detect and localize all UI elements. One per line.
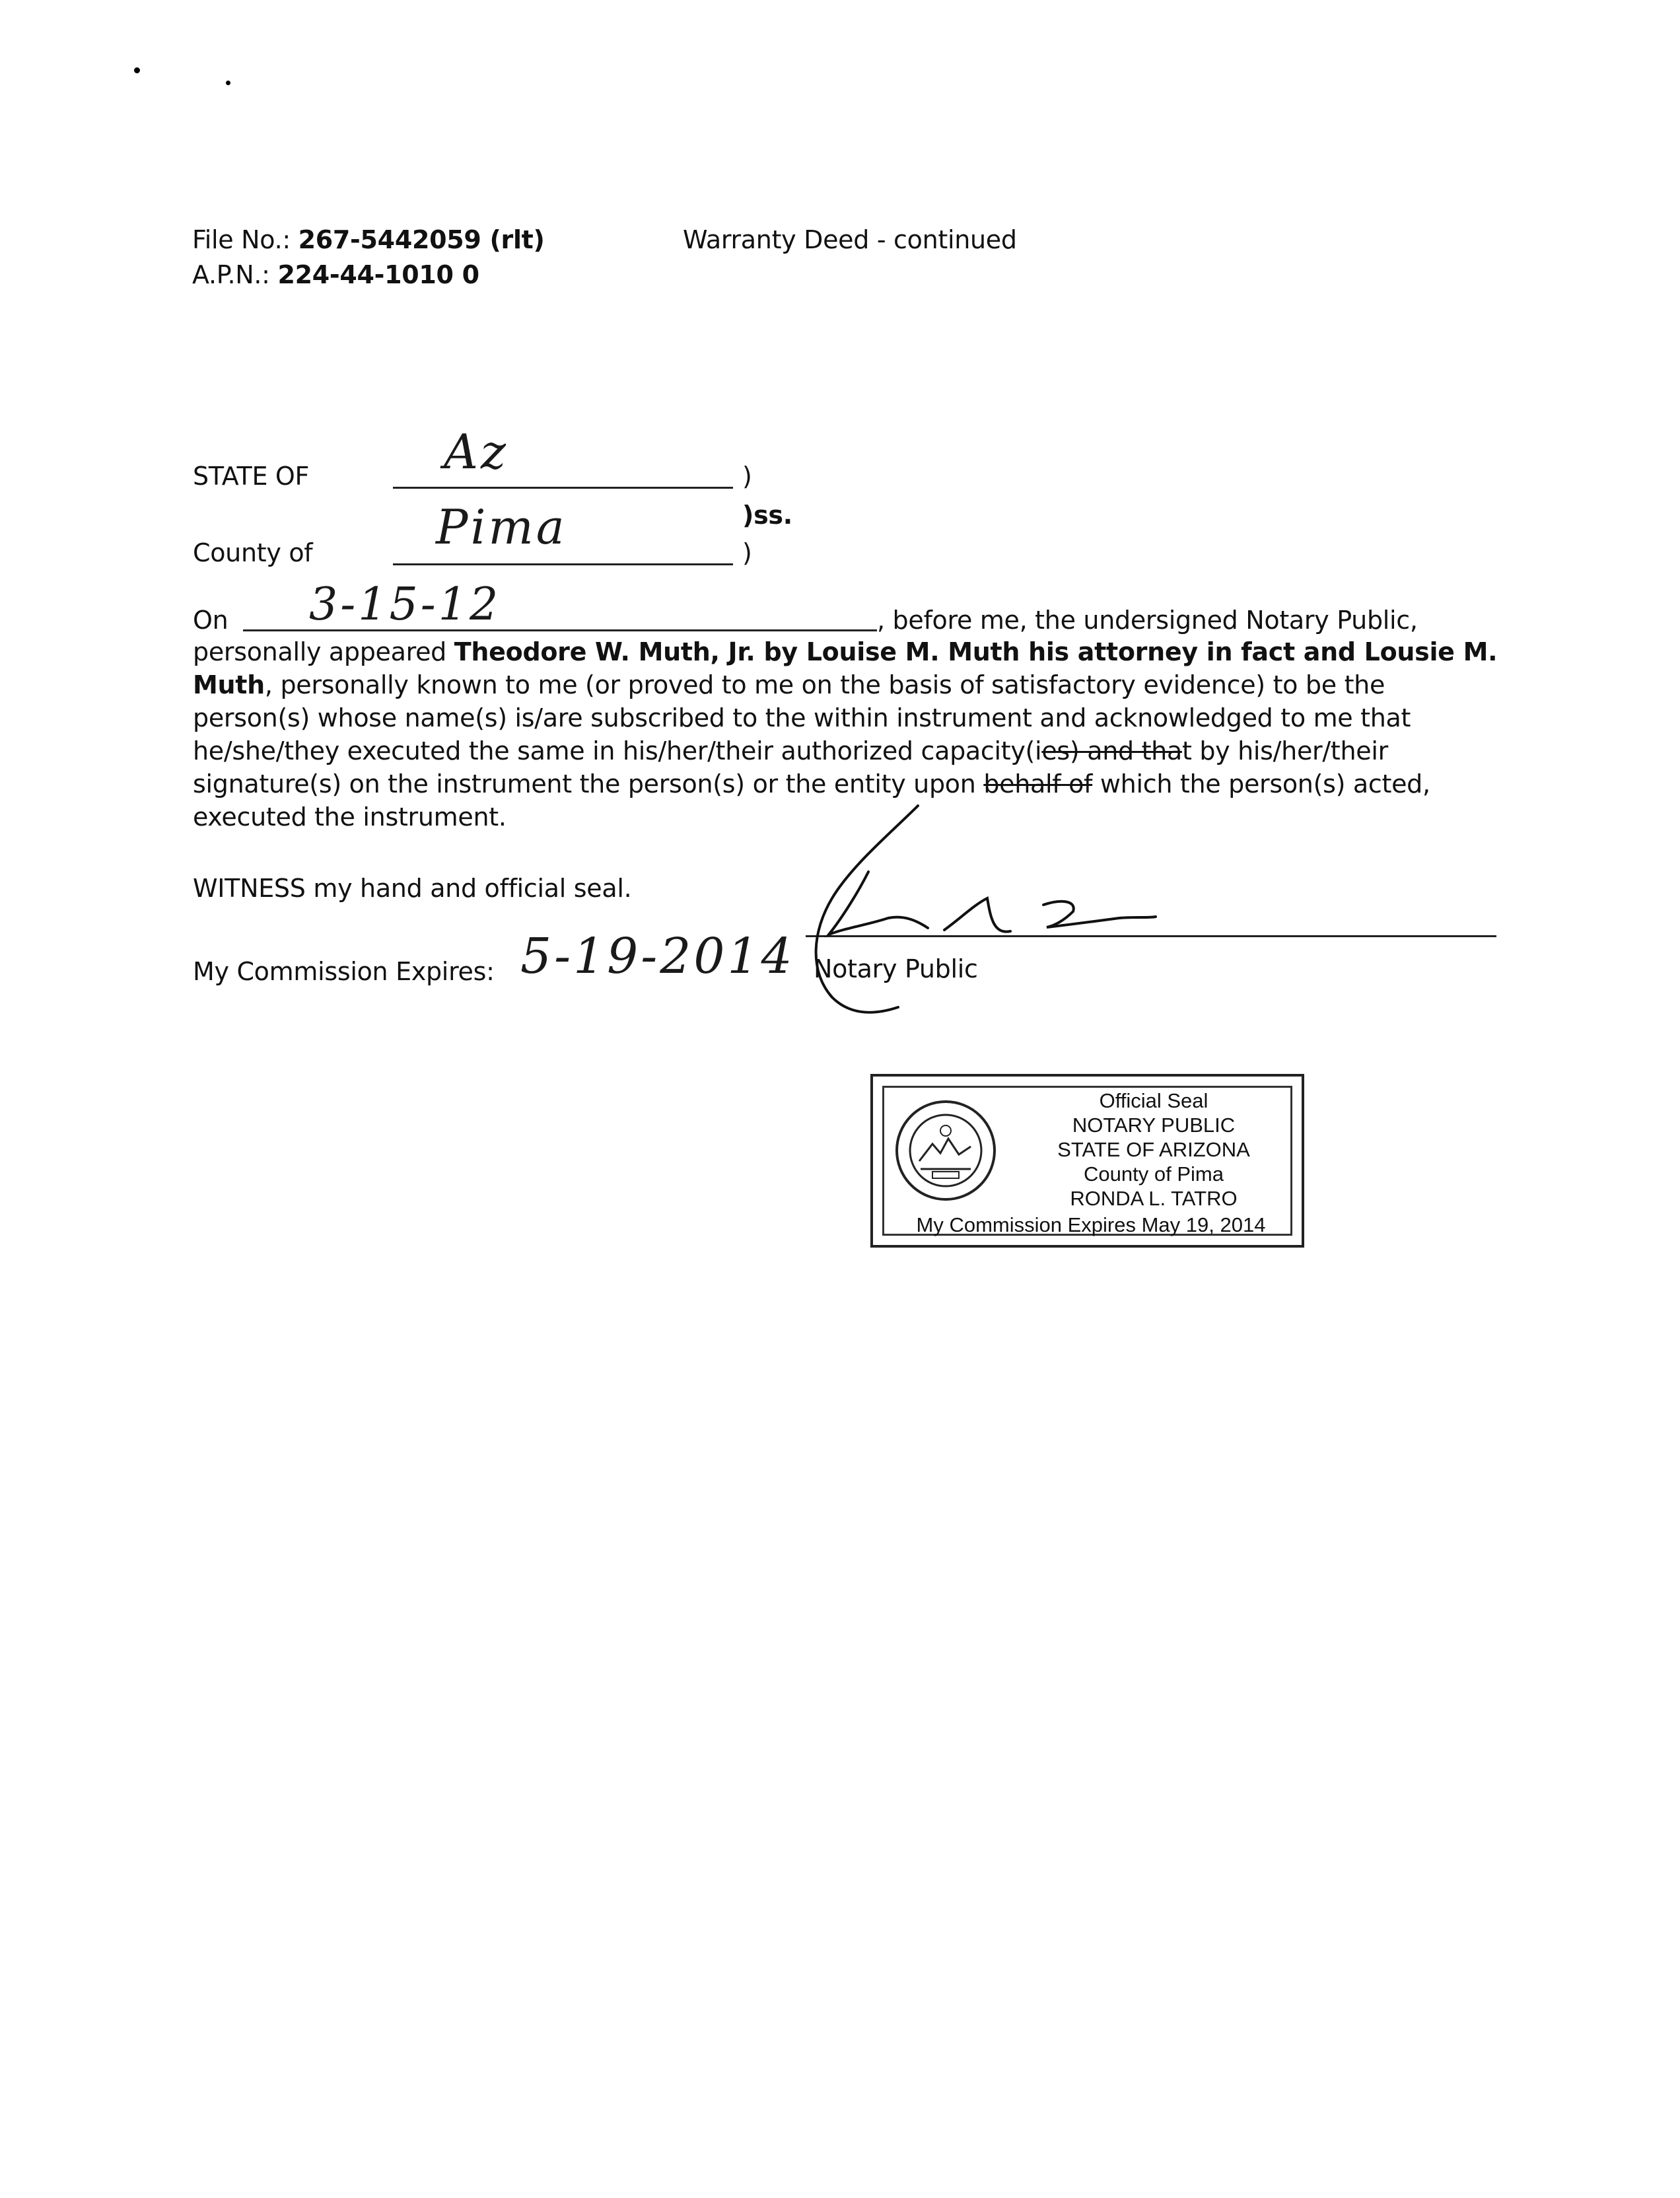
document-title: Warranty Deed - continued <box>683 225 1017 254</box>
acknowledgment-line-2: personally appeared Theodore W. Muth, Jr. by Louise M. Muth his attorney in fact and Lousie M. <box>193 637 1498 666</box>
state-label: STATE OF <box>193 462 310 491</box>
state-underline <box>393 487 733 489</box>
acknowledgment-line-7: executed the instrument. <box>193 802 507 832</box>
seal-commission-expiry: My Commission Expires May 19, 2014 <box>916 1213 1266 1236</box>
commission-label: My Commission Expires: <box>193 957 495 986</box>
venue-ss: )ss. <box>742 501 792 530</box>
date-handwritten: 3-15-12 <box>309 579 501 631</box>
apn-number: A.P.N.: 224-44-1010 0 <box>192 260 479 289</box>
seal-line: RONDA L. TATRO <box>1070 1187 1238 1210</box>
state-handwritten: Az <box>444 424 508 479</box>
scan-speck <box>226 81 230 85</box>
county-handwritten: Pima <box>436 499 567 555</box>
arizona-state-seal-icon <box>893 1098 998 1203</box>
on-label: On <box>193 606 228 635</box>
seal-line: NOTARY PUBLIC <box>1072 1114 1236 1137</box>
acknowledgment-line-1: , before me, the undersigned Notary Public, <box>877 606 1418 635</box>
acknowledgment-line-4: person(s) whose name(s) is/are subscribed to the within instrument and acknowledged to me that <box>193 703 1411 732</box>
seal-text <box>1015 1088 1292 1211</box>
acknowledgment-line-6: signature(s) on the instrument the person(s) or the entity upon behalf of which the person(s) acted, <box>193 769 1430 798</box>
commission-handwritten: 5-19-2014 <box>520 928 795 985</box>
scan-speck <box>134 67 140 73</box>
file-number: File No.: 267-5442059 (rlt) <box>192 225 545 254</box>
notary-seal-stamp <box>870 1074 1304 1248</box>
county-label: County of <box>193 538 313 567</box>
seal-line: County of Pima <box>1084 1162 1224 1186</box>
venue-paren: ) <box>742 462 752 491</box>
witness-statement: WITNESS my hand and official seal. <box>193 874 632 903</box>
seal-line: STATE OF ARIZONA <box>1057 1138 1250 1161</box>
notary-public-label: Notary Public <box>814 954 978 983</box>
seal-line: Official Seal <box>1099 1089 1208 1112</box>
acknowledgment-line-5: he/she/they executed the same in his/her/their authorized capacity(ies) and that by his/her/their <box>193 736 1388 765</box>
notary-signature <box>792 786 1215 1037</box>
venue-paren: ) <box>742 538 752 567</box>
county-underline <box>393 563 733 565</box>
acknowledgment-line-3: Muth, personally known to me (or proved to me on the basis of satisfactory evidence) to be the <box>193 670 1385 699</box>
